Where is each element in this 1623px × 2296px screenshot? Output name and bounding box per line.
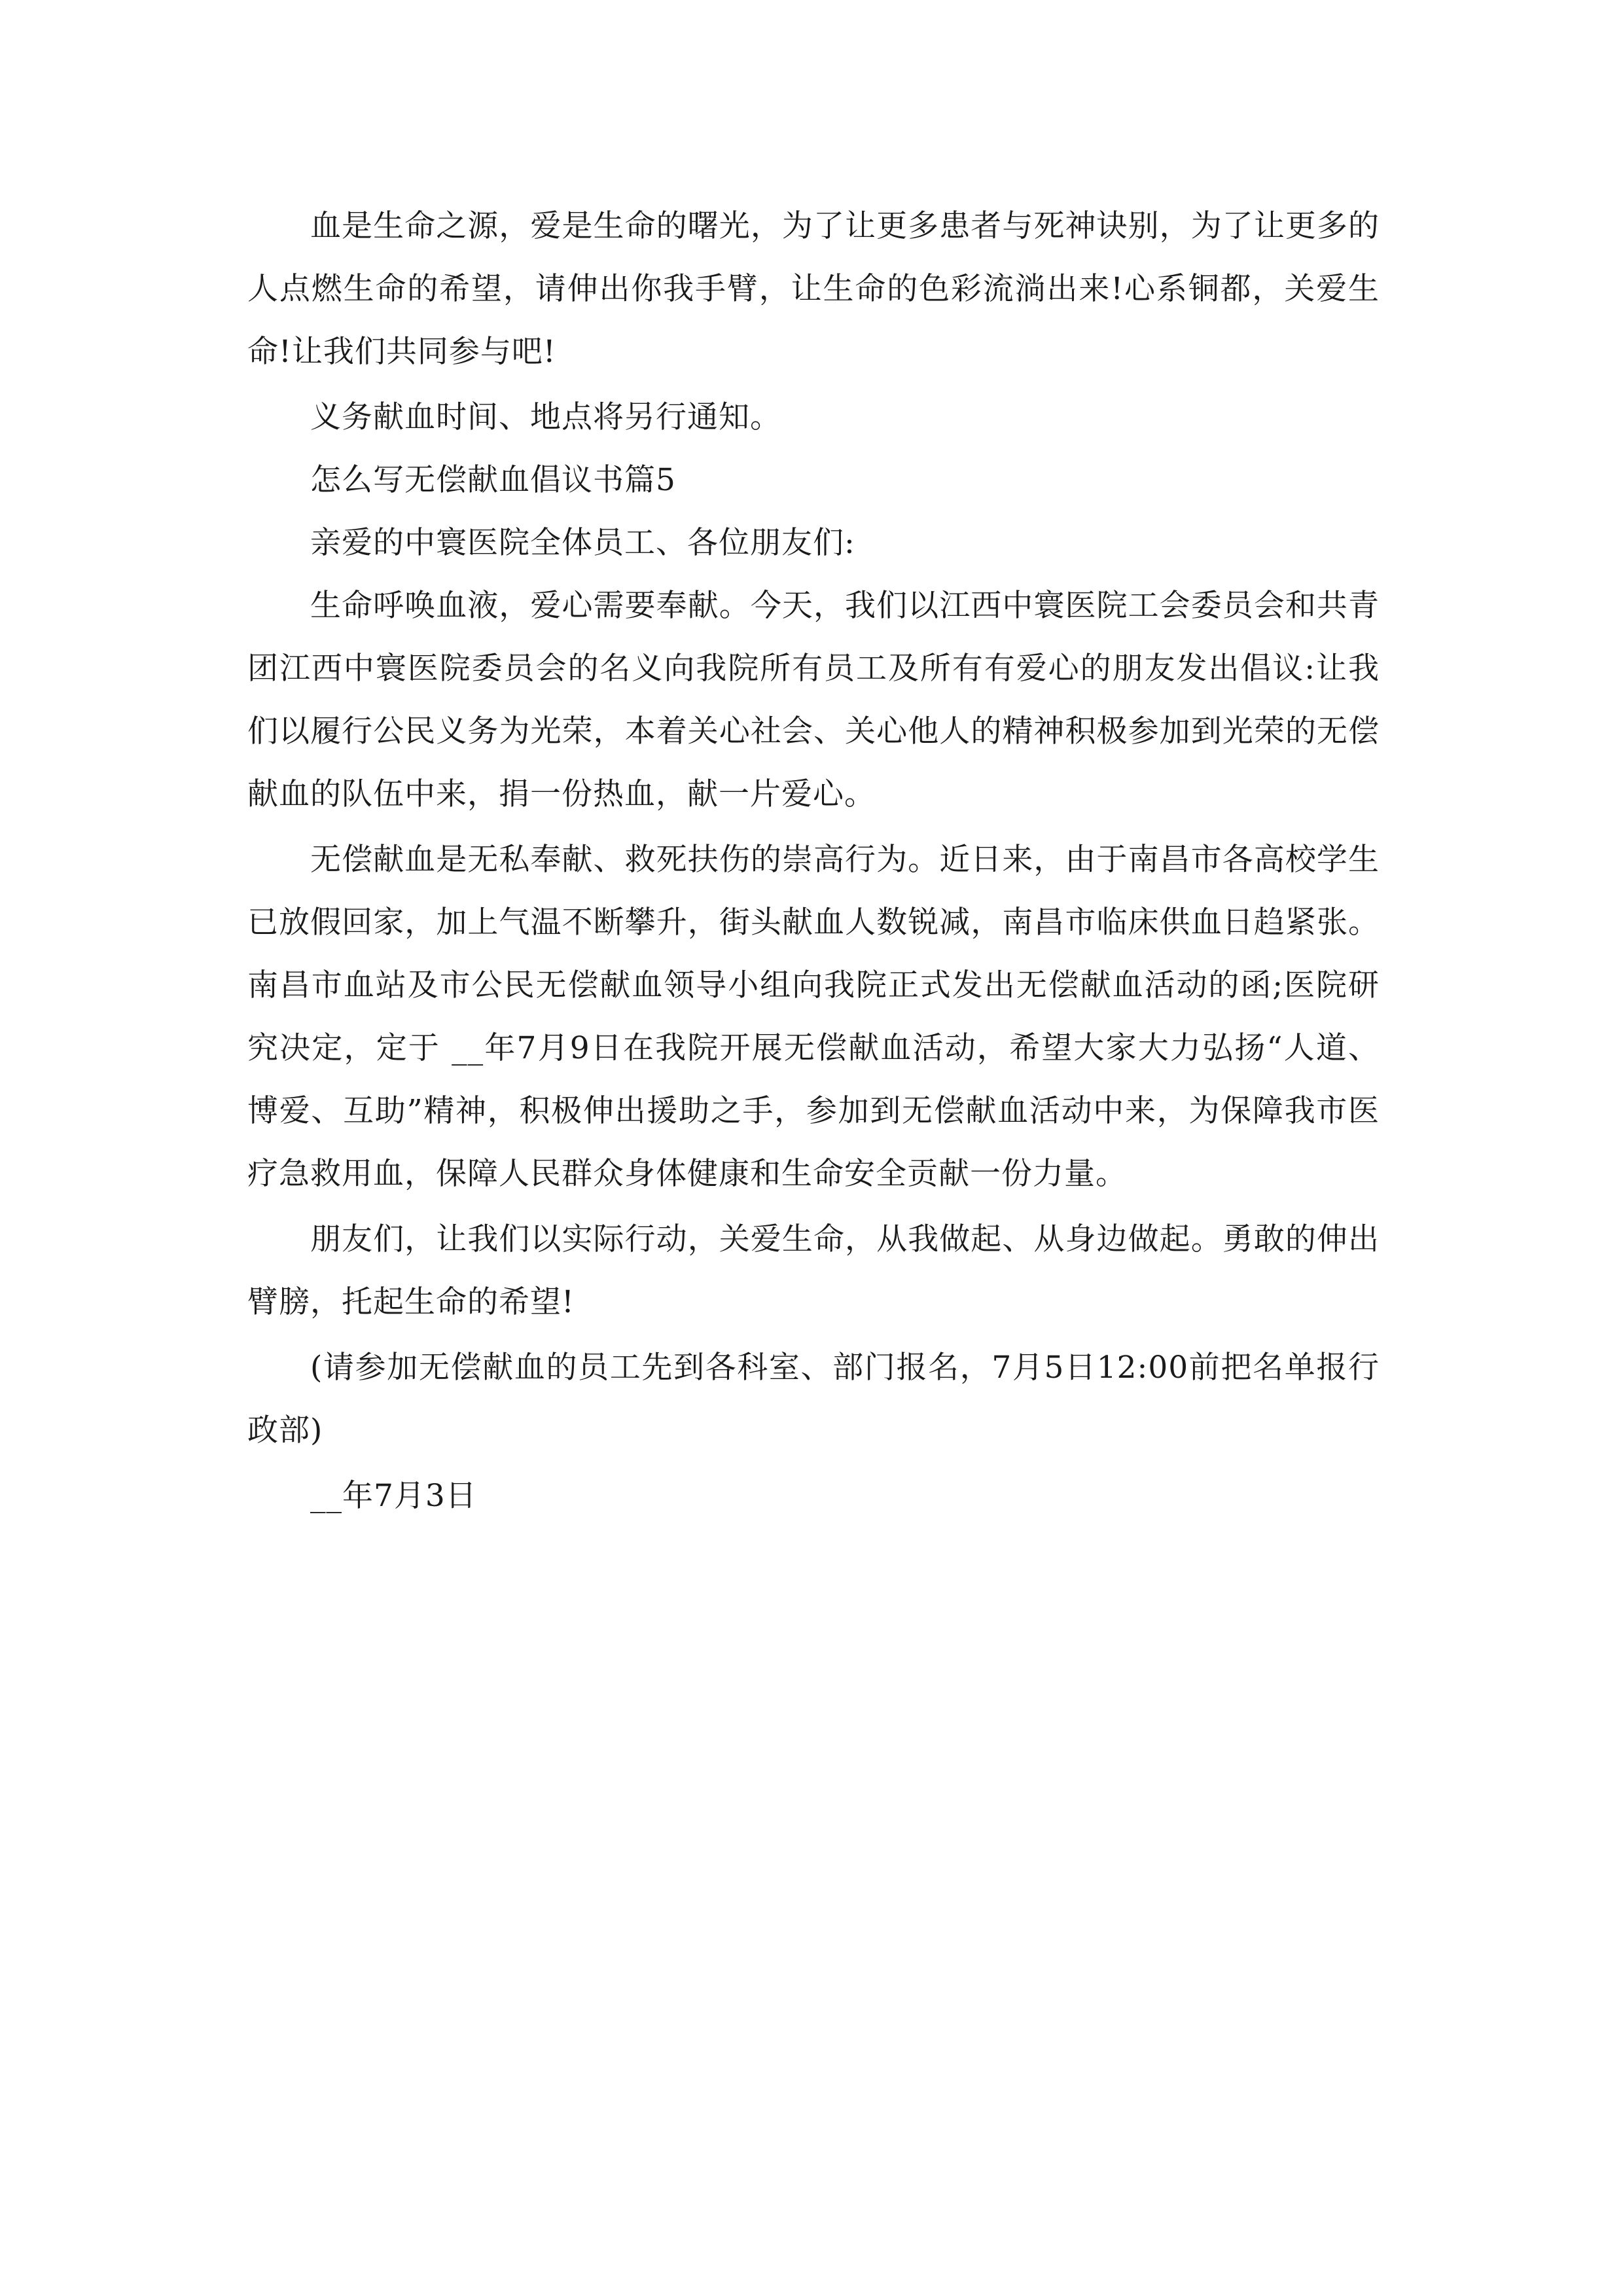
document-page <box>247 195 1380 1528</box>
paragraph-background: 无偿献血是无私奉献、救死扶伤的崇高行为。近日来，由于南昌市各高校学生已放假回家，加上气温不断攀升，街头献血人数锐减，南昌市临床供血日趋紧张。南昌市血站及市公民无偿献血领导小组向我院正式发出无偿献血活动的函;医院研究决定，定于 __年7月9日在我院开展无偿献血活动，希望大家大力弘扬“人道、博爱、互助”精神，积极伸出援助之手，参加到无偿献血活动中来，为保障我市医疗急救用血，保障人民群众身体健康和生命安全贡献一份力量。 <box>247 842 1380 1192</box>
section-heading: 怎么写无偿献血倡议书篇5 <box>310 462 676 498</box>
date-line: __年7月3日 <box>310 1478 477 1514</box>
paragraph-call: 生命呼唤血液，爱心需要奉献。今天，我们以江西中寰医院工会委员会和共青团江西中寰医院委员会的名义向我院所有员工及所有有爱心的朋友发出倡议:让我们以履行公民义务为光荣，本着关心社会、关心他人的精神积极参加到光荣的无偿献血的队伍中来，捐一份热血，献一片爱心。 <box>247 588 1380 812</box>
paragraph-notice: 义务献血时间、地点将另行通知。 <box>310 399 781 435</box>
salutation: 亲爱的中寰医院全体员工、各位朋友们: <box>310 525 855 561</box>
paragraph-registration-note: (请参加无偿献血的员工先到各科室、部门报名，7月5日12:00前把名单报行政部) <box>247 1350 1380 1448</box>
paragraph-appeal: 朋友们，让我们以实际行动，关爱生命，从我做起、从身边做起。勇敢的伸出臂膀，托起生命的希望! <box>247 1221 1380 1320</box>
paragraph-intro: 血是生命之源，爱是生命的曙光，为了让更多患者与死神诀别，为了让更多的人点燃生命的希望，请伸出你我手臂，让生命的色彩流淌出来!心系铜都，关爱生命!让我们共同参与吧! <box>247 208 1380 370</box>
